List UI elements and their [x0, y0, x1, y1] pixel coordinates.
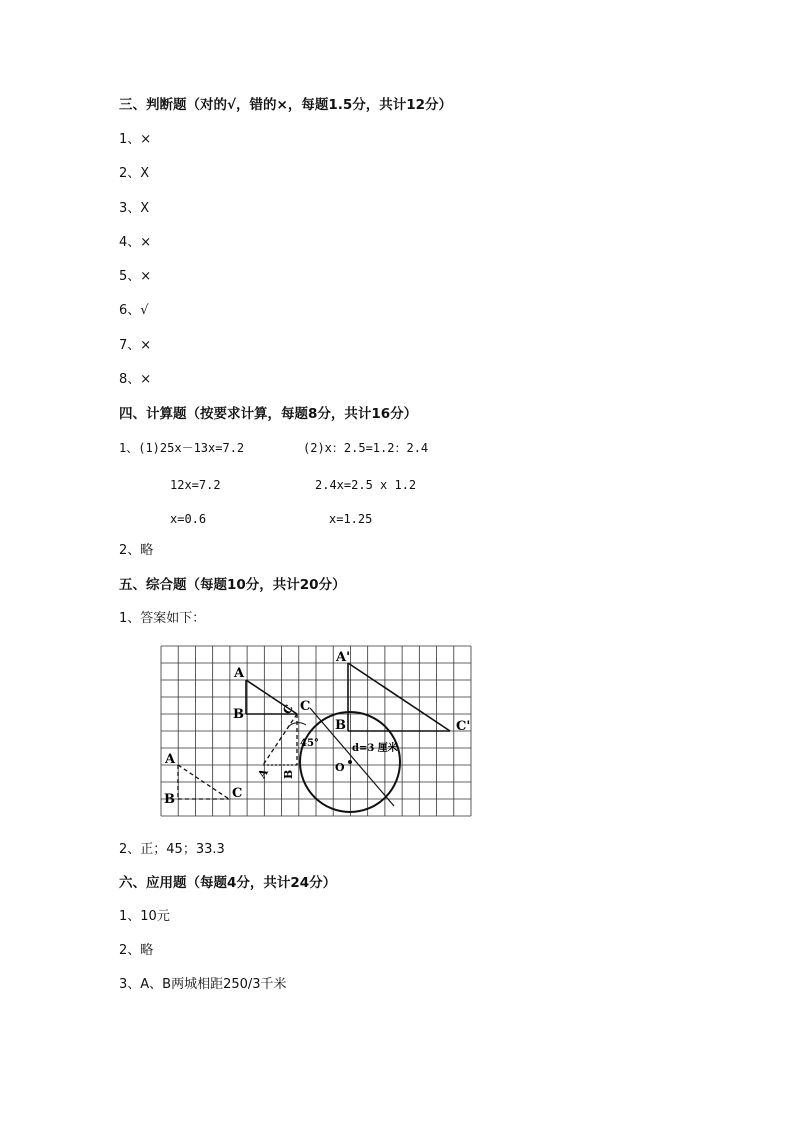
answer-item: 1、10元	[119, 909, 170, 924]
label-a: A	[255, 766, 271, 781]
label-b: B	[233, 707, 244, 722]
angle-label: 45°	[300, 738, 319, 749]
answer-item: 8、×	[119, 372, 152, 387]
equation-line: x=0.6	[170, 512, 207, 526]
section3-heading: 三、判断题（对的√，错的×，每题1.5分，共计12分）	[119, 97, 453, 113]
label-b: B	[164, 792, 175, 807]
label-a: A	[234, 666, 245, 681]
answer-item: 1、答案如下：	[119, 611, 206, 626]
label-c: C	[300, 699, 311, 714]
label-a: A	[165, 752, 176, 767]
answer-item: 7、×	[119, 338, 152, 353]
label-c: C	[280, 702, 296, 717]
equation-line: 1、(1)25x－13x=7.2	[119, 441, 245, 455]
answer-item: 2、X	[119, 166, 150, 181]
equation-line: x=1.25	[329, 512, 373, 526]
equation-line: (2)x：2.5=1.2：2.4	[303, 441, 429, 455]
answer-item: 6、√	[119, 303, 149, 318]
answer-item: 2、略	[119, 943, 154, 958]
answer-item: 2、略	[119, 543, 154, 558]
label-b: B	[335, 718, 346, 733]
label-b: B	[282, 769, 295, 779]
section4-heading: 四、计算题（按要求计算，每题8分，共计16分）	[119, 406, 418, 422]
equation-line: 2.4x=2.5 x 1.2	[315, 478, 417, 492]
answer-item: 3、A、B两城相距250/3千米	[119, 977, 287, 992]
center-label: O	[335, 761, 345, 774]
label-a-prime: A'	[336, 650, 351, 665]
answer-item: 5、×	[119, 269, 152, 284]
diameter-label: d=3 厘米	[352, 743, 398, 754]
answer-item: 1、×	[119, 132, 152, 147]
label-c: C	[232, 786, 243, 801]
equation-line: 12x=7.2	[170, 478, 221, 492]
circle-center	[348, 760, 352, 764]
answer-item: 2、正；45；33.3	[119, 842, 225, 857]
label-c-prime: C'	[456, 719, 471, 734]
answer-item: 4、×	[119, 235, 152, 250]
triangle-rotated	[263, 714, 297, 765]
answer-item: 3、X	[119, 201, 150, 216]
geometry-figure	[160, 645, 472, 817]
section5-heading: 五、综合题（每题10分，共计20分）	[119, 577, 346, 593]
section6-heading: 六、应用题（每题4分，共计24分）	[119, 875, 337, 891]
